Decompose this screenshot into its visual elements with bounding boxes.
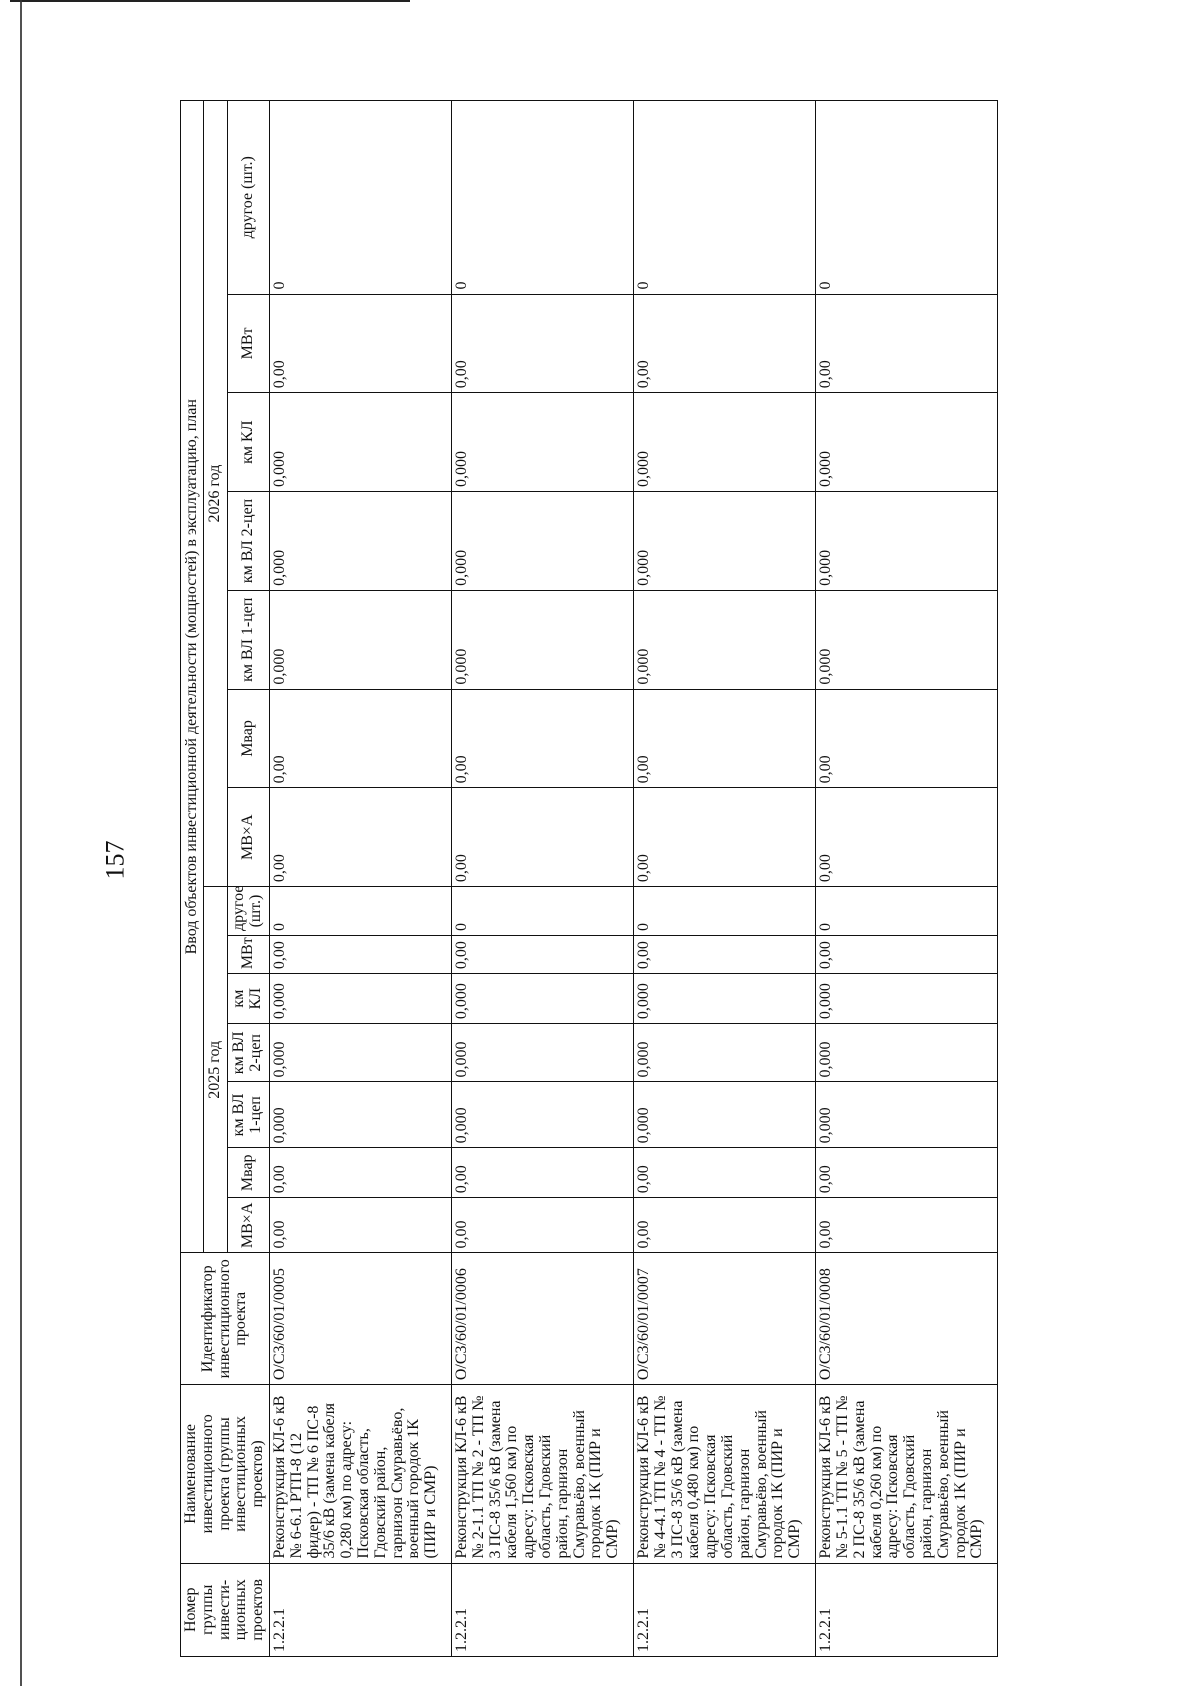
value-cell: 0,00 [816, 294, 998, 393]
value-cell: 0 [634, 101, 816, 295]
value-cell: 0,000 [816, 1082, 998, 1148]
value-cell: 0,000 [634, 590, 816, 689]
header-year-2026: 2026 год [204, 101, 227, 887]
table-row [816, 101, 998, 1657]
table-row [634, 101, 816, 1657]
value-cell: 0,00 [452, 935, 634, 973]
value-cell: 0 [269, 101, 451, 295]
unit-header-2026-5: МВт [227, 294, 269, 393]
unit-header-2025-1: Мвар [227, 1148, 269, 1198]
unit-header-2026-0: МВ×А [227, 788, 269, 887]
table-row [452, 101, 634, 1657]
unit-header-2026-4: км КЛ [227, 393, 269, 492]
value-cell: 0,00 [634, 935, 816, 973]
value-cell: 0 [816, 101, 998, 295]
value-cell: 0,000 [816, 492, 998, 591]
header-project-id: Идентификатор инвестиционного проекта [181, 1253, 270, 1385]
value-cell: 0,00 [452, 1198, 634, 1253]
value-cell: 0,00 [269, 1198, 451, 1253]
value-cell: 0,000 [816, 1024, 998, 1082]
project-name-cell: Реконструкция КЛ-6 кВ № 4-4.1 ТП № 4 - ТП № 3 ПС-8 35/6 кВ (замена кабеля 0,480 км) по адресу: Псковская область, Гдовский район, гарнизон Смуравьёво, военный городок 1К (ПИР и СМР) [634, 1385, 816, 1563]
value-cell: 0,000 [452, 590, 634, 689]
unit-header-2025-4: км КЛ [227, 974, 269, 1024]
unit-header-2025-6: другое (шт.) [227, 887, 269, 936]
value-cell: 0,000 [452, 974, 634, 1024]
value-cell: 0,000 [269, 974, 451, 1024]
unit-header-2025-3: км ВЛ 2-цеп [227, 1024, 269, 1082]
value-cell: 0 [452, 887, 634, 936]
unit-header-2026-3: км ВЛ 2-цеп [227, 492, 269, 591]
value-cell: 0,000 [634, 974, 816, 1024]
unit-header-2026-6: другое (шт.) [227, 101, 269, 295]
value-cell: 0,00 [269, 1148, 451, 1198]
value-cell: 0,00 [634, 689, 816, 788]
unit-header-2025-0: МВ×А [227, 1198, 269, 1253]
value-cell: 0 [269, 887, 451, 936]
value-cell: 0,000 [452, 492, 634, 591]
value-cell: 0,000 [634, 393, 816, 492]
scan-edge-top [10, 0, 410, 2]
scan-edge-left [20, 0, 22, 1686]
value-cell: 0,00 [634, 788, 816, 887]
value-cell: 0,000 [634, 1024, 816, 1082]
value-cell: 0,000 [452, 393, 634, 492]
project-name-cell: Реконструкция КЛ-6 кВ № 2-1.1 ТП № 2 - ТП № 3 ПС-8 35/6 кВ (замена кабеля 1,560 км) по адресу: Псковская область, Гдовский район, гарнизон Смуравьёво, военный городок 1К (ПИР и СМР) [452, 1385, 634, 1563]
unit-header-2025-2: км ВЛ 1-цеп [227, 1082, 269, 1148]
group-number-cell: 1.2.2.1 [452, 1563, 634, 1656]
unit-header-2025-5: МВт [227, 935, 269, 973]
value-cell: 0,00 [452, 1148, 634, 1198]
value-cell: 0,000 [269, 492, 451, 591]
value-cell: 0,00 [634, 1148, 816, 1198]
project-name-cell: Реконструкция КЛ-6 кВ № 5-1.1 ТП № 5 - ТП № 2 ПС-8 35/6 кВ (замена кабеля 0,260 км) по адресу: Псковская область, Гдовский район, гарнизон Смуравьёво, военный городок 1К (ПИР и СМР) [816, 1385, 998, 1563]
value-cell: 0,000 [816, 590, 998, 689]
value-cell: 0 [452, 101, 634, 295]
header-project-name: Наименование инвестиционного проекта (группы инвестиционных проектов) [181, 1385, 270, 1563]
value-cell: 0,00 [634, 294, 816, 393]
value-cell: 0,00 [816, 1198, 998, 1253]
project-id-cell: О/С3/60/01/0006 [452, 1253, 634, 1385]
value-cell: 0,00 [269, 689, 451, 788]
unit-header-2026-2: км ВЛ 1-цеп [227, 590, 269, 689]
value-cell: 0,000 [269, 393, 451, 492]
unit-header-2026-1: Мвар [227, 689, 269, 788]
value-cell: 0,000 [452, 1024, 634, 1082]
value-cell: 0,000 [816, 393, 998, 492]
value-cell: 0,000 [269, 1082, 451, 1148]
project-id-cell: О/С3/60/01/0008 [816, 1253, 998, 1385]
value-cell: 0,000 [634, 492, 816, 591]
header-group-number: Номер группы инвести-ционных проектов [181, 1563, 270, 1656]
header-year-2025: 2025 год [204, 887, 227, 1253]
value-cell: 0,000 [269, 1024, 451, 1082]
page-number: 157 [100, 840, 130, 880]
rotated-table-wrapper [180, 100, 993, 1657]
investment-table [180, 100, 998, 1657]
value-cell: 0,00 [269, 294, 451, 393]
value-cell: 0,00 [269, 788, 451, 887]
group-number-cell: 1.2.2.1 [269, 1563, 451, 1656]
group-number-cell: 1.2.2.1 [816, 1563, 998, 1656]
value-cell: 0,00 [816, 788, 998, 887]
value-cell: 0,00 [634, 1198, 816, 1253]
value-cell: 0 [634, 887, 816, 936]
value-cell: 0,000 [269, 590, 451, 689]
project-name-cell: Реконструкция КЛ-6 кВ № 6-6.1 РТП-8 (12 фидер) - ТП № 6 ПС-8 35/6 кВ (замена кабеля 0,280 км) по адресу: Псковская область, Гдовский район, гарнизон Смуравьёво, военный городок 1К (ПИР и СМР) [269, 1385, 451, 1563]
value-cell: 0,00 [816, 1148, 998, 1198]
value-cell: 0,000 [452, 1082, 634, 1148]
table-row [269, 101, 451, 1657]
value-cell: 0,000 [634, 1082, 816, 1148]
group-number-cell: 1.2.2.1 [634, 1563, 816, 1656]
project-id-cell: О/С3/60/01/0007 [634, 1253, 816, 1385]
value-cell: 0,00 [816, 935, 998, 973]
project-id-cell: О/С3/60/01/0005 [269, 1253, 451, 1385]
value-cell: 0,00 [269, 935, 451, 973]
value-cell: 0 [816, 887, 998, 936]
value-cell: 0,000 [816, 974, 998, 1024]
value-cell: 0,00 [816, 689, 998, 788]
value-cell: 0,00 [452, 689, 634, 788]
value-cell: 0,00 [452, 294, 634, 393]
header-commissioning: Ввод объектов инвестиционной деятельности (мощностей) в эксплуатацию, план [181, 101, 204, 1253]
value-cell: 0,00 [452, 788, 634, 887]
table-body [269, 101, 997, 1657]
